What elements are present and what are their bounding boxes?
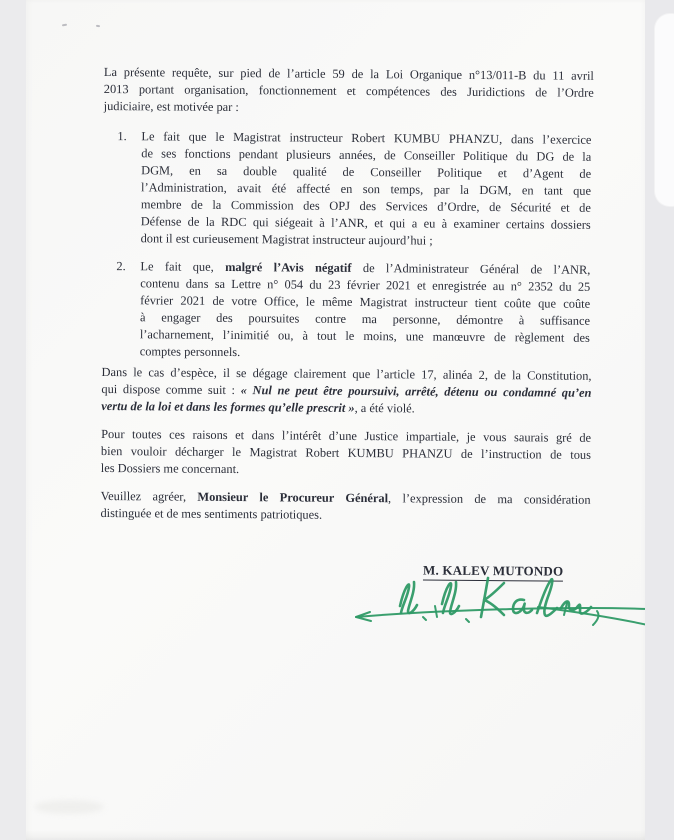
scanned-letter-page <box>26 0 645 840</box>
text-run: Le fait que, <box>140 259 226 274</box>
request-paragraph <box>101 426 591 481</box>
intro-paragraph <box>104 64 594 119</box>
text-run: de l’Administrateur Général de l’ANR, <box>351 260 591 277</box>
text-run: membre de la Commission des OPJ des Services d’Ordre, de Sécurité et de <box>140 197 591 215</box>
text-run: , a été violé. <box>354 400 415 416</box>
text-run-quote: « Nul ne peut être poursuivi, arrêté, détenu ou condamné qu’en <box>240 383 592 400</box>
text-line <box>140 343 590 364</box>
scrollbar-thumb[interactable] <box>654 13 674 207</box>
text-run-bold: Monsieur le Procureur Général <box>197 489 389 506</box>
text-run-bold: malgré l’Avis négatif <box>225 259 352 275</box>
scan-smudge <box>34 800 104 814</box>
text-run: février 2021 de votre Office, le même Magistrat instructeur tient coûte que coûte <box>140 293 591 311</box>
text-run: judiciaire, est motivée par : <box>103 98 239 115</box>
text-run: 2013 portant organisation, fonctionnement et compétences des Juridictions de l’Ordre <box>103 81 594 100</box>
text-run: contenu dans sa Lettre n° 054 du 23 février 2021 et enregistrée au n° 2352 du 25 <box>140 276 591 294</box>
text-run: qui dispose comme suit : <box>101 381 241 398</box>
list-item-1 <box>117 128 592 251</box>
signatory-name: M. KALEV MUTONDO <box>423 563 563 582</box>
text-run: , l’expression de ma considération <box>388 491 591 507</box>
text-run: comptes personnels. <box>139 344 241 360</box>
closing-paragraph <box>100 488 590 526</box>
text-run: de ses fonctions pendant plusieurs années, de Conseiller Politique du DG de la <box>141 146 592 164</box>
constitution-paragraph <box>101 364 591 419</box>
text-line <box>141 230 591 251</box>
handwritten-signature <box>338 570 674 654</box>
text-run: les Dossiers me concernant. <box>100 460 240 477</box>
scrollbar-track[interactable] <box>645 0 674 840</box>
list-number: 1. <box>117 129 127 144</box>
page-bottom-shadow <box>26 830 645 840</box>
text-run: Défense de la RDC qui siégeait à l’ANR, et qui a eu à examiner certains dossiers <box>140 214 591 232</box>
text-run: DGM, en sa double qualité de Conseiller Politique et d’Agent de <box>141 163 592 181</box>
list-item-2 <box>116 258 591 364</box>
text-run: l’acharnement, l’inimitié ou, à tout le moins, une manœuvre de règlement des <box>139 327 590 345</box>
text-run: dont il est curieusement Magistrat instructeur aujourd’hui ; <box>140 231 433 248</box>
letter-body <box>100 64 594 582</box>
text-run: bien vouloir décharger le Magistrat Robert KUMBU PHANZU de l’instruction de tous <box>100 443 592 462</box>
scan-speck <box>62 24 67 27</box>
text-run: La présente requête, sur pied de l’article 59 de la Loi Organique n°13/011-B du 11 avril <box>103 64 594 83</box>
text-run-quote: vertu de la loi et dans les formes qu’elle prescrit » <box>101 398 355 415</box>
text-run: Pour toutes ces raisons et dans l’intérêt d’une Justice impartiale, je vous saurais gré de <box>101 426 592 445</box>
text-run: distinguée et de mes sentiments patriotiques. <box>100 505 323 522</box>
text-run: l’Administration, avait été affecté en son temps, par la DGM, en tant que <box>140 180 592 198</box>
list-number: 2. <box>116 259 126 274</box>
text-run: Le fait que le Magistrat instructeur Robert KUMBU PHANZU, dans l’exercice <box>141 129 592 147</box>
text-run: Veuillez agréer, <box>100 488 198 504</box>
text-run: Dans le cas d’espèce, il se dégage clairement que l’article 17, alinéa 2, de la Constitution, <box>101 364 592 383</box>
text-run: à engager des poursuites contre ma personne, démontre à suffisance <box>139 310 591 328</box>
scan-speck <box>96 25 100 27</box>
